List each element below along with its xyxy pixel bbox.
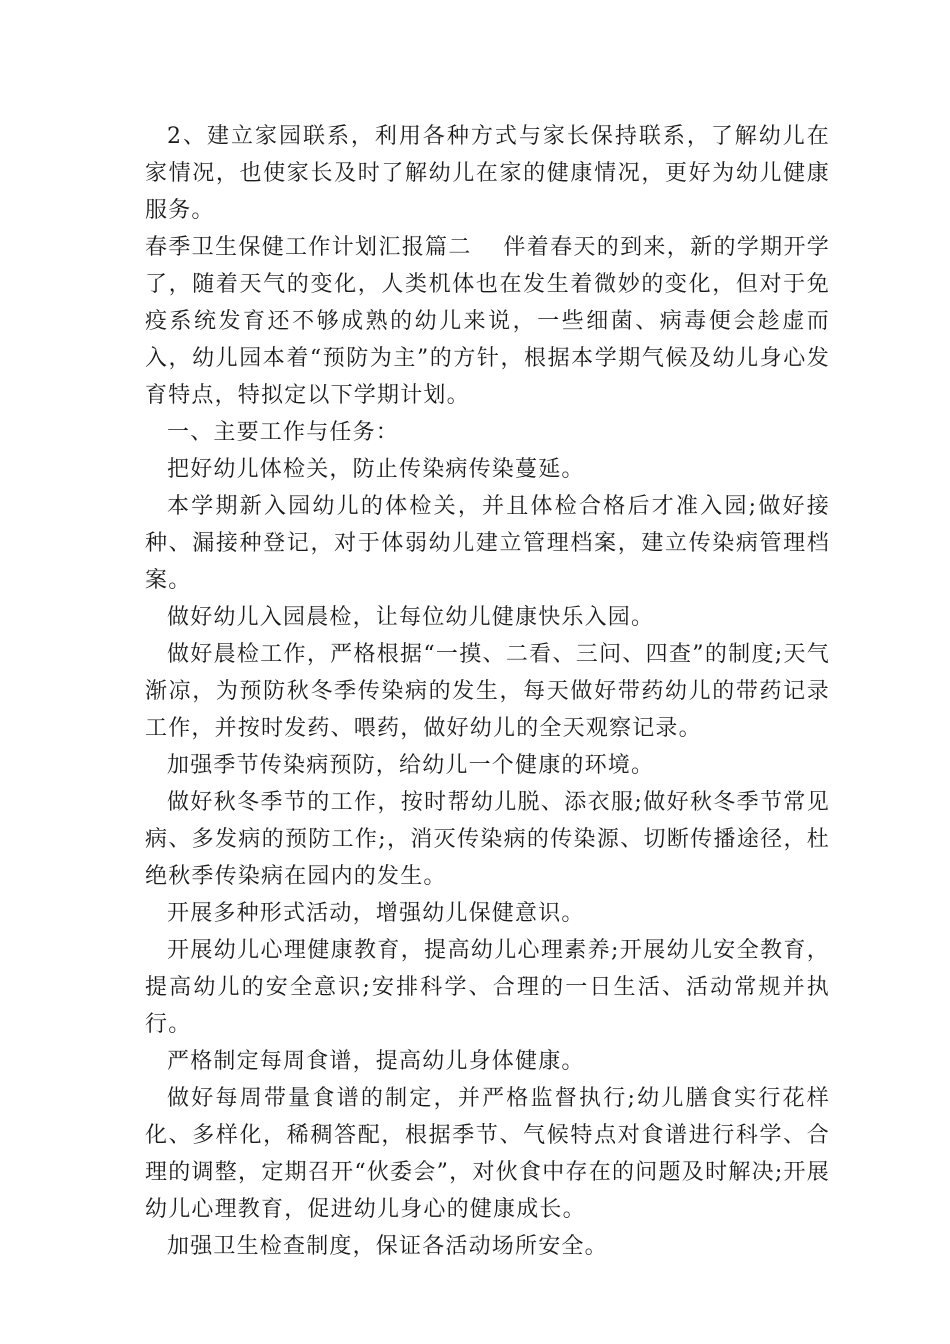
paragraph-11: 开展幼儿心理健康教育，提高幼儿心理素养;开展幼儿安全教育，提高幼儿的安全意识;安排科学、合理的一日生活、活动常规并执行。: [145, 938, 830, 1037]
paragraph-4: 把好幼儿体检关，防止传染病传染蔓延。: [167, 457, 585, 482]
paragraph-6: 做好幼儿入园晨检，让每位幼儿健康快乐入园。: [167, 605, 655, 630]
paragraph-13: 做好每周带量食谱的制定，并严格监督执行;幼儿膳食实行花样化、多样化，稀稠答配，根据季节、气候特点对食谱进行科学、合理的调整，定期召开“伙委会”，对伙食中存在的问题及时解决;开展幼儿心理教育，促进幼儿身心的健康成长。: [145, 1086, 830, 1222]
paragraph-2: 春季卫生保健工作计划汇报篇二 伴着春天的到来，新的学期开学了，随着天气的变化，人类机体也在发生着微妙的变化，但对于免疫系统发育还不够成熟的幼儿来说，一些细菌、病毒便会趁虚而入，幼儿园本着“预防为主”的方针，根据本学期气候及幼儿身心发育特点，特拟定以下学期计划。: [145, 235, 830, 408]
paragraph-9: 做好秋冬季节的工作，按时帮幼儿脱、添衣服;做好秋冬季节常见病、多发病的预防工作;，消灭传染病的传染源、切断传播途径，杜绝秋季传染病在园内的发生。: [145, 790, 830, 889]
paragraph-1: 2、建立家园联系，利用各种方式与家长保持联系，了解幼儿在家情况，也使家长及时了解幼儿在家的健康情况，更好为幼儿健康服务。: [145, 124, 830, 223]
paragraph-12: 严格制定每周食谱，提高幼儿身体健康。: [167, 1049, 585, 1074]
paragraph-8: 加强季节传染病预防，给幼儿一个健康的环境。: [167, 753, 655, 778]
document-body: [145, 118, 830, 1265]
paragraph-5: 本学期新入园幼儿的体检关，并且体检合格后才准入园;做好接种、漏接种登记，对于体弱幼儿建立管理档案，建立传染病管理档案。: [145, 494, 830, 593]
paragraph-14: 加强卫生检查制度，保证各活动场所安全。: [167, 1234, 608, 1259]
paragraph-10: 开展多种形式活动，增强幼儿保健意识。: [167, 901, 585, 926]
paragraph-3: 一、主要工作与任务：: [167, 420, 400, 445]
paragraph-7: 做好晨检工作，严格根据“一摸、二看、三问、四查”的制度;天气渐凉，为预防秋冬季传染病的发生，每天做好带药幼儿的带药记录工作，并按时发药、喂药，做好幼儿的全天观察记录。: [145, 642, 830, 741]
